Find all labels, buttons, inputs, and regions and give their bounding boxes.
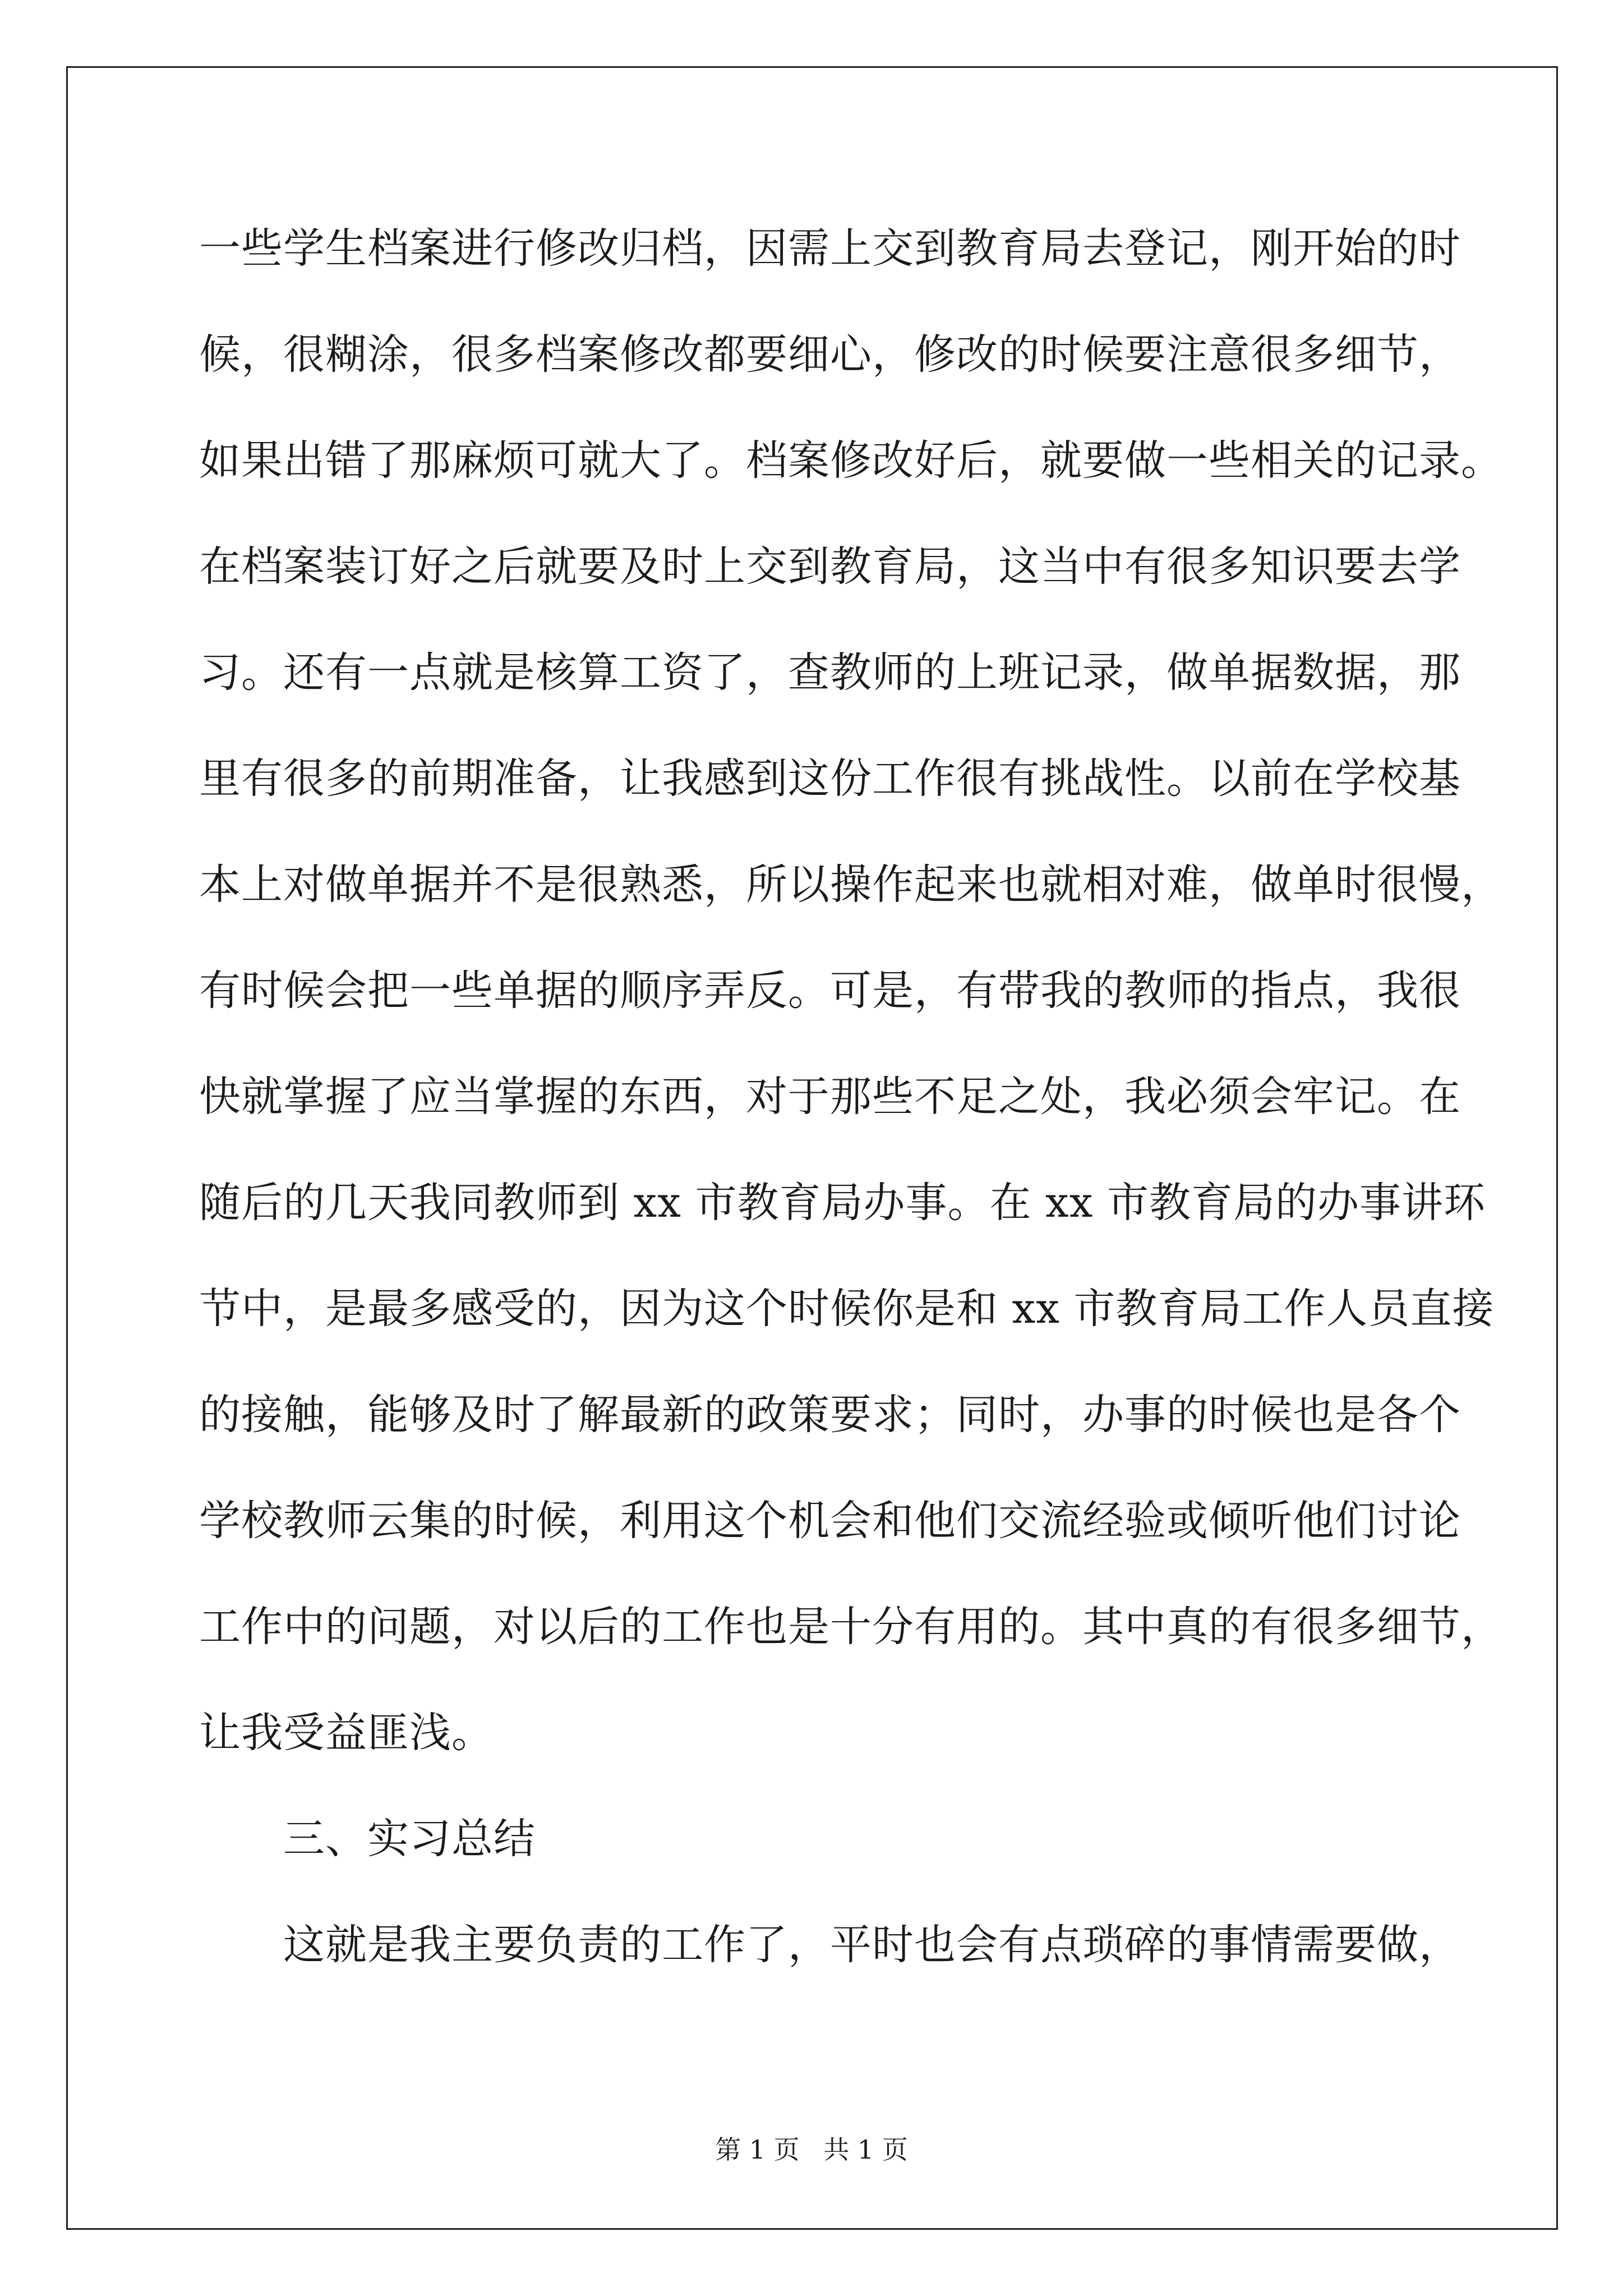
page-footer: [0, 2133, 1623, 2166]
paragraph-line: 一些学生档案进行修改归档，因需上交到教育局去登记，刚开始的时: [199, 224, 1461, 273]
paragraph-line: 随后的几天我同教师到 xx 市教育局办事。在 xx 市教育局的办事讲环: [199, 1179, 1486, 1227]
paragraph-line: 让我受益匪浅。: [199, 1709, 494, 1757]
paragraph-line: 节中，是最多感受的，因为这个时候你是和 xx 市教育局工作人员直接: [199, 1285, 1495, 1333]
page-number: 第 1 页: [715, 2134, 800, 2165]
paragraph-line: 的接触，能够及时了解最新的政策要求；同时，办事的时候也是各个: [199, 1391, 1461, 1439]
paragraph-line: 这就是我主要负责的工作了，平时也会有点琐碎的事情需要做，: [199, 1921, 1461, 1969]
section-heading: 三、实习总结: [199, 1815, 536, 1863]
document-body: [199, 223, 1503, 2026]
paragraph-line: 本上对做单据并不是很熟悉，所以操作起来也就相对难，做单时很慢，: [199, 861, 1503, 909]
paragraph-line: 如果出错了那麻烦可就大了。档案修改好后，就要做一些相关的记录。: [199, 436, 1503, 485]
paragraph-line: 里有很多的前期准备，让我感到这份工作很有挑战性。以前在学校基: [199, 754, 1461, 803]
paragraph-line: 在档案装订好之后就要及时上交到教育局，这当中有很多知识要去学: [199, 542, 1461, 591]
page-total: 共 1 页: [823, 2134, 908, 2165]
paragraph-line: 有时候会把一些单据的顺序弄反。可是，有带我的教师的指点，我很: [199, 967, 1461, 1015]
paragraph-line: 习。还有一点就是核算工资了，查教师的上班记录，做单据数据，那: [199, 648, 1461, 697]
paragraph-line: 学校教师云集的时候，利用这个机会和他们交流经验或倾听他们讨论: [199, 1497, 1461, 1545]
paragraph-line: 工作中的问题，对以后的工作也是十分有用的。其中真的有很多细节，: [199, 1603, 1503, 1651]
paragraph-line: 候，很糊涂，很多档案修改都要细心，修改的时候要注意很多细节，: [199, 330, 1461, 379]
paragraph-line: 快就掌握了应当掌握的东西，对于那些不足之处，我必须会牢记。在: [199, 1073, 1461, 1121]
